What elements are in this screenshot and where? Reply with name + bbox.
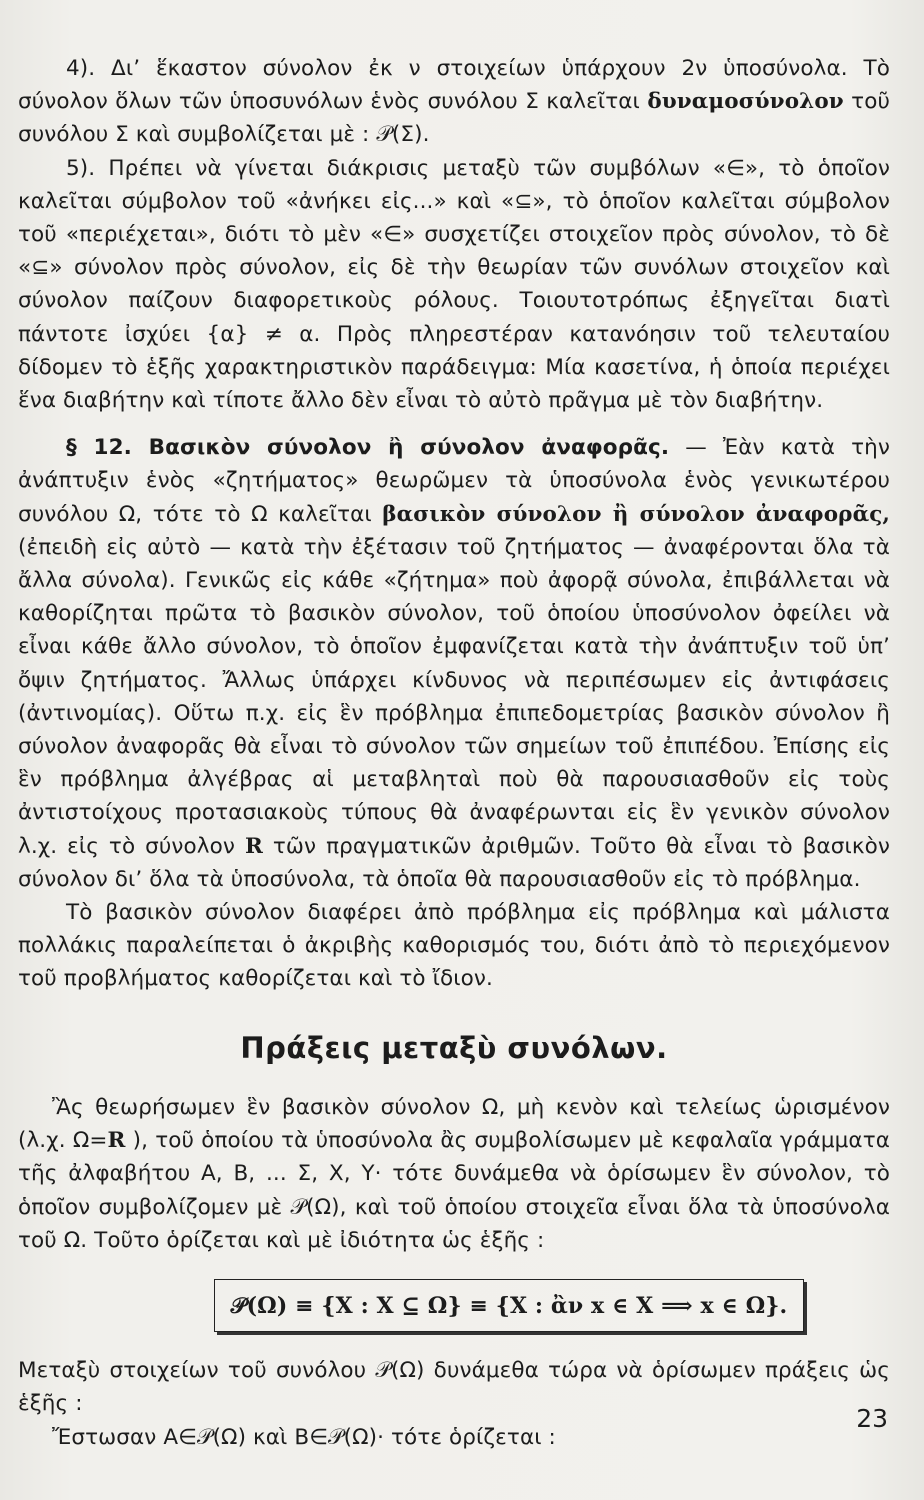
section-12-paragraph-2: Τὸ βασικὸν σύνολον διαφέρει ἀπὸ πρόβλημα εἰς πρόβλημα καὶ μάλιστα πολλάκις παραλείπεται ὁ ἀκριβὴς καθορισμός του, διότι ἀπὸ τὸ περιεχόμενον τοῦ προβλήματος καθορίζεται καὶ τὸ ἴδιον. [18,900,890,992]
section-12-text-c: τῶν πραγματικῶν ἀριθμῶν. Τοῦτο θὰ εἶναι τὸ βασικὸν σύνολον δι’ ὅλα τὰ ὑποσύνολα, τὰ ὁποῖα θὰ παρουσιασθοῦν εἰς τὸ πρόβλημα. [18,833,890,892]
term-dynamosynolon: δυναμοσύνολον [647,89,844,115]
operations-intro-a: Ἂς θεωρήσωμεν ἓν βασικὸν σύνολον Ω, μὴ κενὸν καὶ τελείως ὡρισμένον (λ.χ. Ω= [18,1094,890,1154]
paragraph-4 [18,52,890,152]
p4-end-text: τοῦ συνόλου Σ καὶ συμβολίζεται μὲ : 𝒫(Σ). [18,89,891,148]
operations-after: Μεταξὺ στοιχείων τοῦ συνόλου 𝒫(Ω) δυνάμεθα τώρα νὰ ὁρίσωμεν πράξεις ὡς ἑξῆς : [18,1358,890,1417]
page-number: 23 [856,1404,888,1433]
section-12-text-a: — Ἐὰν κατὰ τὴν ἀνάπτυξιν ἑνὸς «ζητήματος» θεωρῶμεν τὰ ὑποσύνολα ἑνὸς γενικωτέρου συνόλου Ω, τότε τὸ Ω καλεῖται [18,435,890,527]
p4-text: 4). Δι’ ἕκαστον σύνολον ἐκ ν στοιχείων ὑπάρχουν 2ν ὑποσύνολα. Τὸ σύνολον ὅλων τῶν ὑποσυνόλων ἑνὸς συνόλου Σ καλεῖται [18,56,890,115]
term-basic-set: βασικὸν σύνολον ἢ σύνολον ἀναφορᾶς, [382,501,890,527]
operations-intro-b: ), τοῦ ὁποίου τὰ ὑποσύνολα ἂς συμβολίσωμεν μὲ κεφαλαῖα γράμματα τῆς ἀλφαβήτου Α, Β, ... Σ, Χ, Υ· τότε δυνάμεθα νὰ ὁρίσωμεν ἓν σύνολον, τὸ ὁποῖον συμβολίζομεν μὲ 𝒫(Ω), καὶ τοῦ ὁποίου στοιχεῖα εἶναι ὅλα τὰ ὑποσύνολα τοῦ Ω. Τοῦτο ὁρίζεται καὶ μὲ ἰδιότητα ὡς ἑξῆς : [18,1128,891,1253]
symbol-R-2: R [107,1128,126,1154]
power-set-formula-box: 𝒫(Ω) ≡ {X : X ⊆ Ω} ≡ {X : ἂν x ∈ X ⟹ x ∈ Ω}. [214,1279,805,1332]
paragraph-5: 5). Πρέπει νὰ γίνεται διάκρισις μεταξὺ τῶν συμβόλων «∈», τὸ ὁποῖον καλεῖται σύμβολον τοῦ «ἀνήκει εἰς...» καὶ «⊆», τὸ ὁποῖον καλεῖται σύμβολον τοῦ «περιέχεται», διότι τὸ μὲν «∈» συσχετίζει στοιχεῖον πρὸς σύνολον, τὸ δὲ «⊆» σύνολον πρὸς σύνολον, εἰς δὲ τὴν θεωρίαν τῶν συνόλων στοιχεῖον καὶ σύνολον παίζουν διαφορετικοὺς ρόλους. Τοιουτοτρόπως ἐξηγεῖται διατὶ πάντοτε ἰσχύει {α} ≠ α. Πρὸς πληρεστέραν κατανόησιν τοῦ τελευταίου δίδομεν τὸ ἑξῆς χαρακτηριστικὸν παράδειγμα: Μία κασετίνα, ἡ ὁποία περιέχει ἕνα διαβήτην καὶ τίποτε ἄλλο δὲν εἶναι τὸ αὐτὸ πρᾶγμα μὲ τὸν διαβήτην. [18,155,890,414]
section-12-text-b: (ἐπειδὴ εἰς αὐτὸ — κατὰ τὴν ἐξέτασιν τοῦ ζητήματος — ἀναφέρονται ὅλα τὰ ἄλλα σύνολα). Γενικῶς εἰς κάθε «ζήτημα» ποὺ ἀφορᾷ σύνολα, ἐπιβάλλεται νὰ καθορίζηται πρῶτα τὸ βασικὸν σύνολον, τοῦ ὁποίου ὑποσύνολον ὀφείλει νὰ εἶναι κάθε ἄλλο σύνολον, τὸ ὁποῖον ἐμφανίζεται κατὰ τὴν ἀνάπτυξιν τοῦ ὑπ’ ὄψιν ζητήματος. Ἄλλως ὑπάρχει κίνδυνος νὰ περιπέσωμεν εἰς ἀντιφάσεις (ἀντινομίας). Οὕτω π.χ. εἰς ἓν πρόβλημα ἐπιπεδομετρίας βασικὸν σύνολον ἢ σύνολον ἀναφορᾶς θὰ εἶναι τὸ σύνολον τῶν σημείων τοῦ ἐπιπέδου. Ἐπίσης εἰς ἓν πρόβλημα ἀλγέβρας αἱ μεταβληταὶ ποὺ θὰ παρουσιασθοῦν εἰς τοὺς ἀντιστοίχους προτασιακοὺς τύπους θὰ ἀναφέρωνται εἰς ἓν γενικὸν σύνολον λ.χ. εἰς τὸ σύνολον [18,534,890,859]
symbol-R: R [244,833,263,859]
operations-intro [18,1091,890,1257]
operations-last: Ἔστωσαν Α∈𝒫(Ω) καὶ Β∈𝒫(Ω)· τότε ὁρίζεται : [52,1424,556,1450]
page-text [18,52,890,1454]
section-12-paragraph [18,431,890,896]
section-12-heading: § 12. Βασικὸν σύνολον ἢ σύνολον ἀναφορᾶς. [66,435,670,461]
formula-wrap [18,1279,890,1332]
operations-title: Πράξεις μεταξὺ συνόλων. [240,1030,668,1065]
